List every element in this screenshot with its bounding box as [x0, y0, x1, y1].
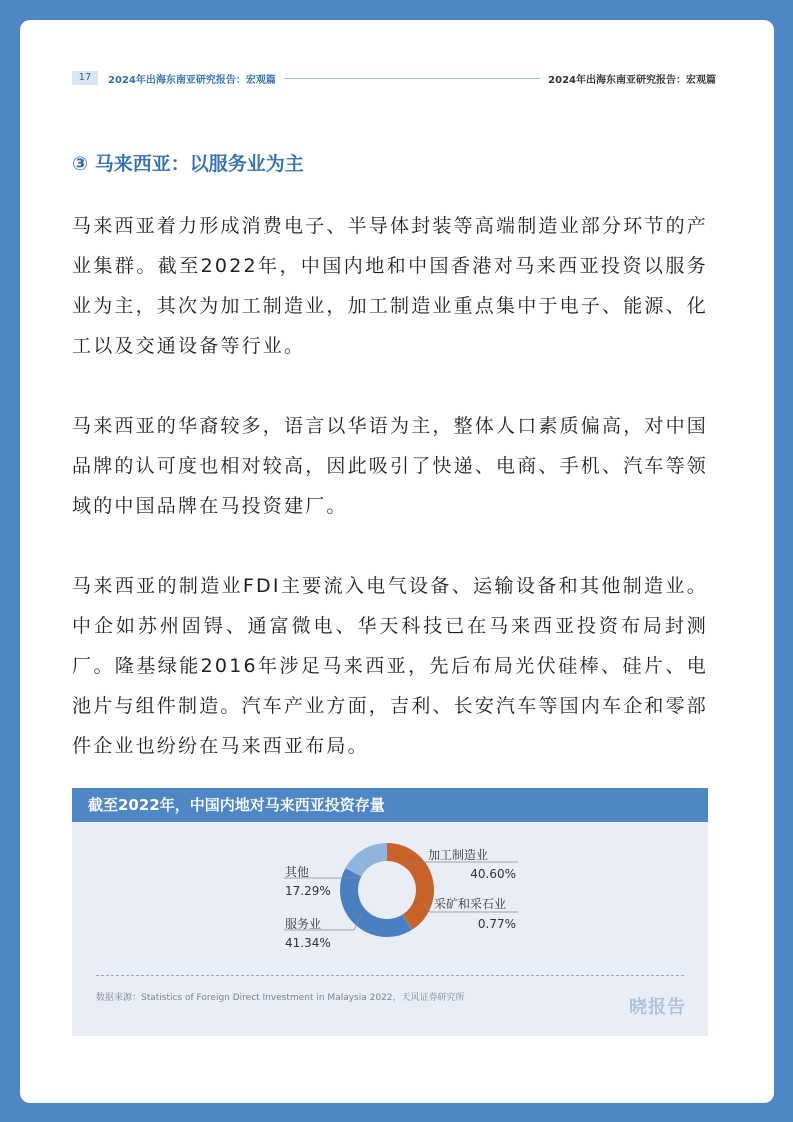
page-header [72, 71, 716, 85]
label-services-value: 41.34% [285, 936, 331, 950]
slice-services [349, 872, 407, 928]
label-other-value: 17.29% [285, 884, 331, 898]
label-mining-name: 采矿和采石业 [434, 897, 507, 911]
slice-mining [407, 922, 409, 923]
chart-title: 截至2022年，中国内地对马来西亚投资存量 [72, 788, 708, 822]
watermark-logo: 晓报告 [629, 997, 686, 1018]
paragraph-1: 马来西亚着力形成消费电子、半导体封装等高端制造业部分环节的产业集群。截至2022年，中国内地和中国香港对马来西亚投资以服务业为主，其次为加工制造业，加工制造业重点集中于电子、能源、化工以及交通设备等行业。 [72, 215, 709, 357]
report-page [20, 20, 774, 1103]
header-divider [284, 78, 540, 79]
section-title: ③ 马来西亚：以服务业为主 [72, 153, 304, 175]
label-manufacturing-name: 加工制造业 [428, 848, 489, 862]
paragraph-3: 马来西亚的制造业FDI主要流入电气设备、运输设备和其他制造业。中企如苏州固锝、通富微电、华天科技已在马来西亚投资布局封测厂。隆基绿能2016年涉足马来西亚，先后布局光伏硅棒、硅片、电池片与组件制造。汽车产业方面，吉利、长安汽车等国内车企和零部件企业也纷纷在马来西亚布局。 [72, 575, 709, 757]
label-other-name: 其他 [285, 865, 310, 879]
header-title-right: 2024年出海东南亚研究报告：宏观篇 [548, 74, 716, 86]
label-manufacturing-value: 40.60% [470, 867, 516, 881]
slice-other [353, 852, 387, 872]
label-mining-value: 0.77% [477, 917, 516, 931]
chart-box [72, 788, 708, 1036]
divider-dashed [96, 975, 684, 976]
slice-manufacturing [387, 852, 425, 922]
page-number: 17 [72, 71, 98, 85]
paragraph-2: 马来西亚的华裔较多，语言以华语为主，整体人口素质偏高，对中国品牌的认可度也相对较高，因此吸引了快递、电商、手机、汽车等领域的中国品牌在马投资建厂。 [72, 415, 709, 517]
header-title-left: 2024年出海东南亚研究报告：宏观篇 [108, 74, 276, 86]
label-services-name: 服务业 [285, 917, 322, 931]
data-source: 数据来源：Statistics of Foreign Direct Investment in Malaysia 2022，天风证券研究所 [96, 993, 465, 1003]
